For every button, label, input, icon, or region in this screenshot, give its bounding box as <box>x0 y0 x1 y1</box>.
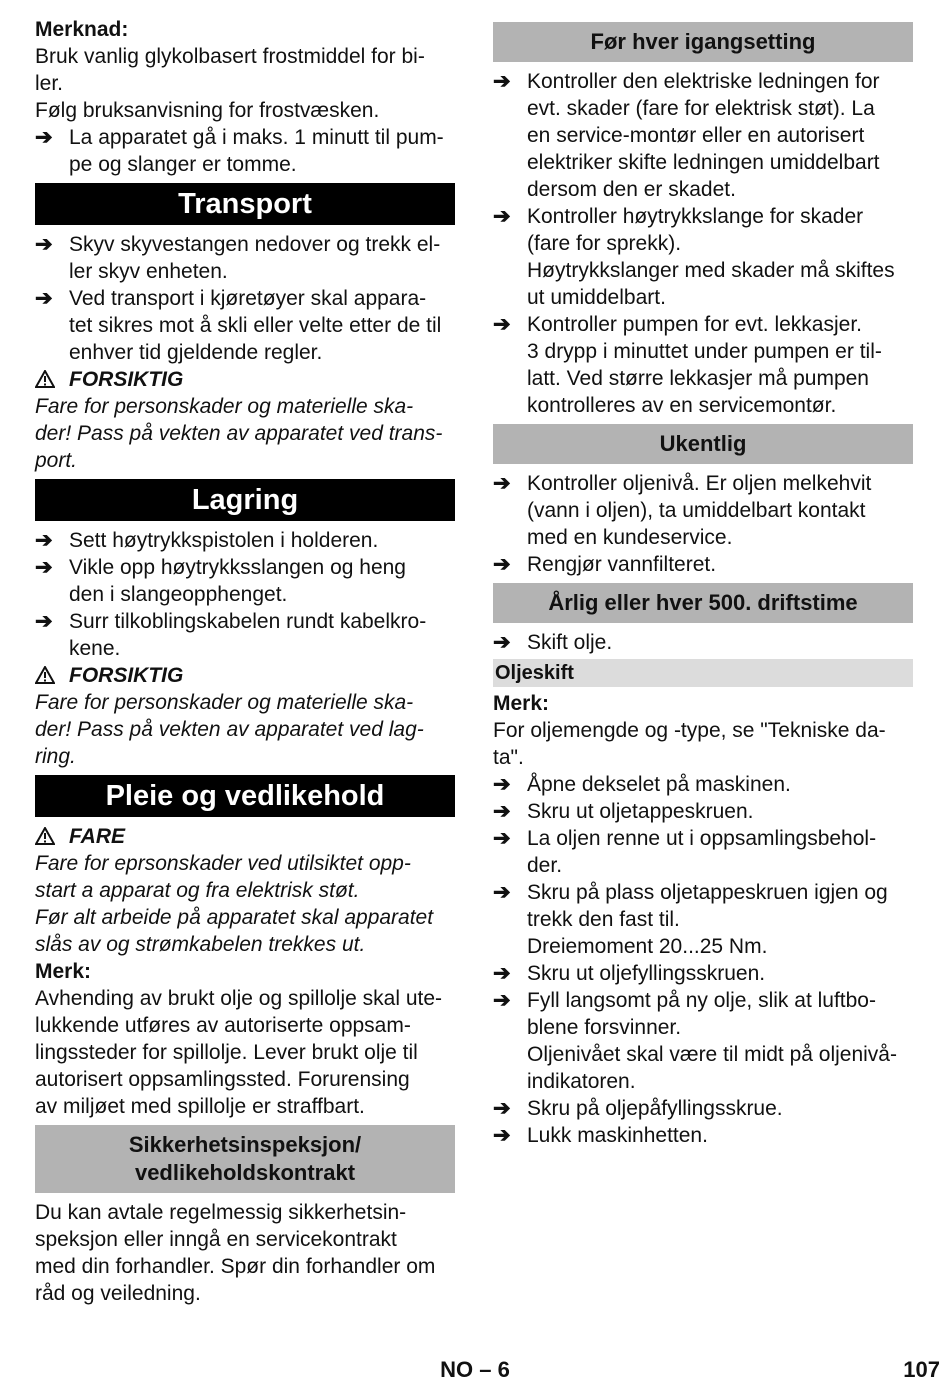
note-text: For oljemengde og -type, se "Tekniske da- <box>493 719 886 742</box>
note-text: lukkende utføres av autoriserte oppsam- <box>35 1014 411 1037</box>
note-text: lingssteder for spillolje. Lever brukt olje til <box>35 1041 418 1064</box>
list-item: ➔ Vikle opp høytrykksslangen og heng den i slangeopphenget. <box>35 556 406 606</box>
subsection-heading-yearly: Årlig eller hver 500. driftstime <box>493 583 913 623</box>
note-text: av miljøet med spillolje er straffbart. <box>35 1095 365 1118</box>
note-label: Merknad: <box>35 18 129 41</box>
subsection-heading-safety-inspection: Sikkerhetsinspeksjon/ vedlikeholdskontrakt <box>35 1125 455 1193</box>
danger-text: Fare for eprsonskader ved utilsiktet opp- <box>35 852 411 875</box>
warning-triangle-icon <box>35 827 55 845</box>
arrow-icon: ➔ <box>493 1097 511 1120</box>
arrow-icon: ➔ <box>35 529 53 552</box>
arrow-icon: ➔ <box>35 610 53 633</box>
caution-label: FORSIKTIG <box>35 662 455 689</box>
subheading-oil-change: Oljeskift <box>493 659 913 687</box>
list-item: ➔ Skru på oljepåfyllingsskrue. <box>493 1097 783 1120</box>
list-item: ➔ Kontroller den elektriske ledningen for evt. skader (fare for elektrisk støt). La en service-montør eller en autorisert elektriker skifte ledningen umiddelbart dersom den er skadet. <box>493 70 880 201</box>
list-item: ➔ La oljen renne ut i oppsamlingsbehol- der. <box>493 827 877 877</box>
arrow-icon: ➔ <box>493 70 511 93</box>
caution-text: Fare for personskader og materielle ska- <box>35 395 414 418</box>
note-text: Følg bruksanvisning for frostvæsken. <box>35 99 380 122</box>
body-text: Du kan avtale regelmessig sikkerhetsin- <box>35 1201 407 1224</box>
arrow-icon: ➔ <box>35 126 53 149</box>
body-text: speksjon eller inngå en servicekontrakt <box>35 1228 397 1251</box>
danger-text: slås av og strømkabelen trekkes ut. <box>35 933 366 956</box>
note-text: ler. <box>35 72 64 95</box>
list-item: ➔ Skru ut oljetappeskruen. <box>493 800 754 823</box>
note-text: Bruk vanlig glykolbasert frostmiddel for bi- <box>35 45 425 68</box>
subsection-heading-before-start: Før hver igangsetting <box>493 22 913 62</box>
caution-text: Fare for personskader og materielle ska- <box>35 691 414 714</box>
arrow-icon: ➔ <box>35 287 53 310</box>
left-column <box>35 16 455 1307</box>
list-item: ➔ Skift olje. <box>493 631 613 654</box>
caution-text: der! Pass på vekten av apparatet ved trans- <box>35 422 443 445</box>
danger-label: FARE <box>35 823 455 850</box>
footer-section-label: NO – 6 <box>440 1357 510 1381</box>
caution-label: FORSIKTIG <box>35 366 455 393</box>
list-item: ➔ Kontroller pumpen for evt. lekkasjer. 3 drypp i minuttet under pumpen er til- latt. Ved større lekkasjer må pumpen kontrolleres av en servicemontør. <box>493 313 882 417</box>
section-heading-care: Pleie og vedlikehold <box>35 775 455 817</box>
list-item: ➔ Surr tilkoblingskabelen rundt kabelkro- kene. <box>35 610 427 660</box>
arrow-icon: ➔ <box>493 989 511 1012</box>
arrow-icon: ➔ <box>493 472 511 495</box>
subsection-heading-weekly: Ukentlig <box>493 424 913 464</box>
list-item: ➔ Sett høytrykkspistolen i holderen. <box>35 529 379 552</box>
list-item: ➔ Lukk maskinhetten. <box>493 1124 708 1147</box>
arrow-icon: ➔ <box>493 205 511 228</box>
list-item: ➔ Skru på plass oljetappeskruen igjen og trekk den fast til. Dreiemoment 20...25 Nm. <box>493 881 888 958</box>
danger-text: Før alt arbeide på apparatet skal apparatet <box>35 906 434 929</box>
arrow-icon: ➔ <box>493 313 511 336</box>
list-item: ➔ Rengjør vannfilteret. <box>493 553 717 576</box>
list-item: ➔ Kontroller oljenivå. Er oljen melkehvit (vann i oljen), ta umiddelbart kontakt med en kundeservice. <box>493 472 872 549</box>
arrow-icon: ➔ <box>35 233 53 256</box>
caution-text: port. <box>35 449 78 472</box>
section-heading-storage: Lagring <box>35 479 455 521</box>
arrow-icon: ➔ <box>35 556 53 579</box>
arrow-icon: ➔ <box>493 553 511 576</box>
arrow-icon: ➔ <box>493 800 511 823</box>
note-text: Avhending av brukt olje og spillolje skal ute- <box>35 987 443 1010</box>
arrow-icon: ➔ <box>493 773 511 796</box>
note-label: Merk: <box>493 692 550 715</box>
note-text: ta". <box>493 746 524 769</box>
body-text: med din forhandler. Spør din forhandler om <box>35 1255 436 1278</box>
note-label: Merk: <box>35 960 92 983</box>
warning-triangle-icon <box>35 666 55 684</box>
arrow-icon: ➔ <box>493 962 511 985</box>
arrow-icon: ➔ <box>493 631 511 654</box>
list-item: ➔ Ved transport i kjøretøyer skal appara- tet sikres mot å skli eller velte etter de til enhver tid gjeldende regler. <box>35 287 442 364</box>
danger-text: start a apparat og fra elektrisk støt. <box>35 879 360 902</box>
right-column <box>493 16 913 1149</box>
page-number: 107 <box>903 1357 940 1381</box>
list-item: ➔ Kontroller høytrykkslange for skader (fare for sprekk). Høytrykkslanger med skader må skiftes ut umiddelbart. <box>493 205 895 309</box>
list-item: ➔ Åpne dekselet på maskinen. <box>493 773 791 796</box>
note-text: autorisert oppsamlingssted. Forurensing <box>35 1068 410 1091</box>
list-item: ➔ Skru ut oljefyllingsskruen. <box>493 962 766 985</box>
list-item: ➔ La apparatet gå i maks. 1 minutt til pum- pe og slanger er tomme. <box>35 126 444 176</box>
warning-triangle-icon <box>35 370 55 388</box>
body-text: råd og veiledning. <box>35 1282 201 1305</box>
arrow-icon: ➔ <box>493 827 511 850</box>
caution-text: der! Pass på vekten av apparatet ved lag- <box>35 718 424 741</box>
arrow-icon: ➔ <box>493 1124 511 1147</box>
arrow-icon: ➔ <box>493 881 511 904</box>
section-heading-transport: Transport <box>35 183 455 225</box>
list-item: ➔ Skyv skyvestangen nedover og trekk el- ler skyv enheten. <box>35 233 441 283</box>
list-item: ➔ Fyll langsomt på ny olje, slik at luftbo- blene forsvinner. Oljenivået skal være til midt på oljenivå- indikatoren. <box>493 989 897 1093</box>
caution-text: ring. <box>35 745 76 768</box>
